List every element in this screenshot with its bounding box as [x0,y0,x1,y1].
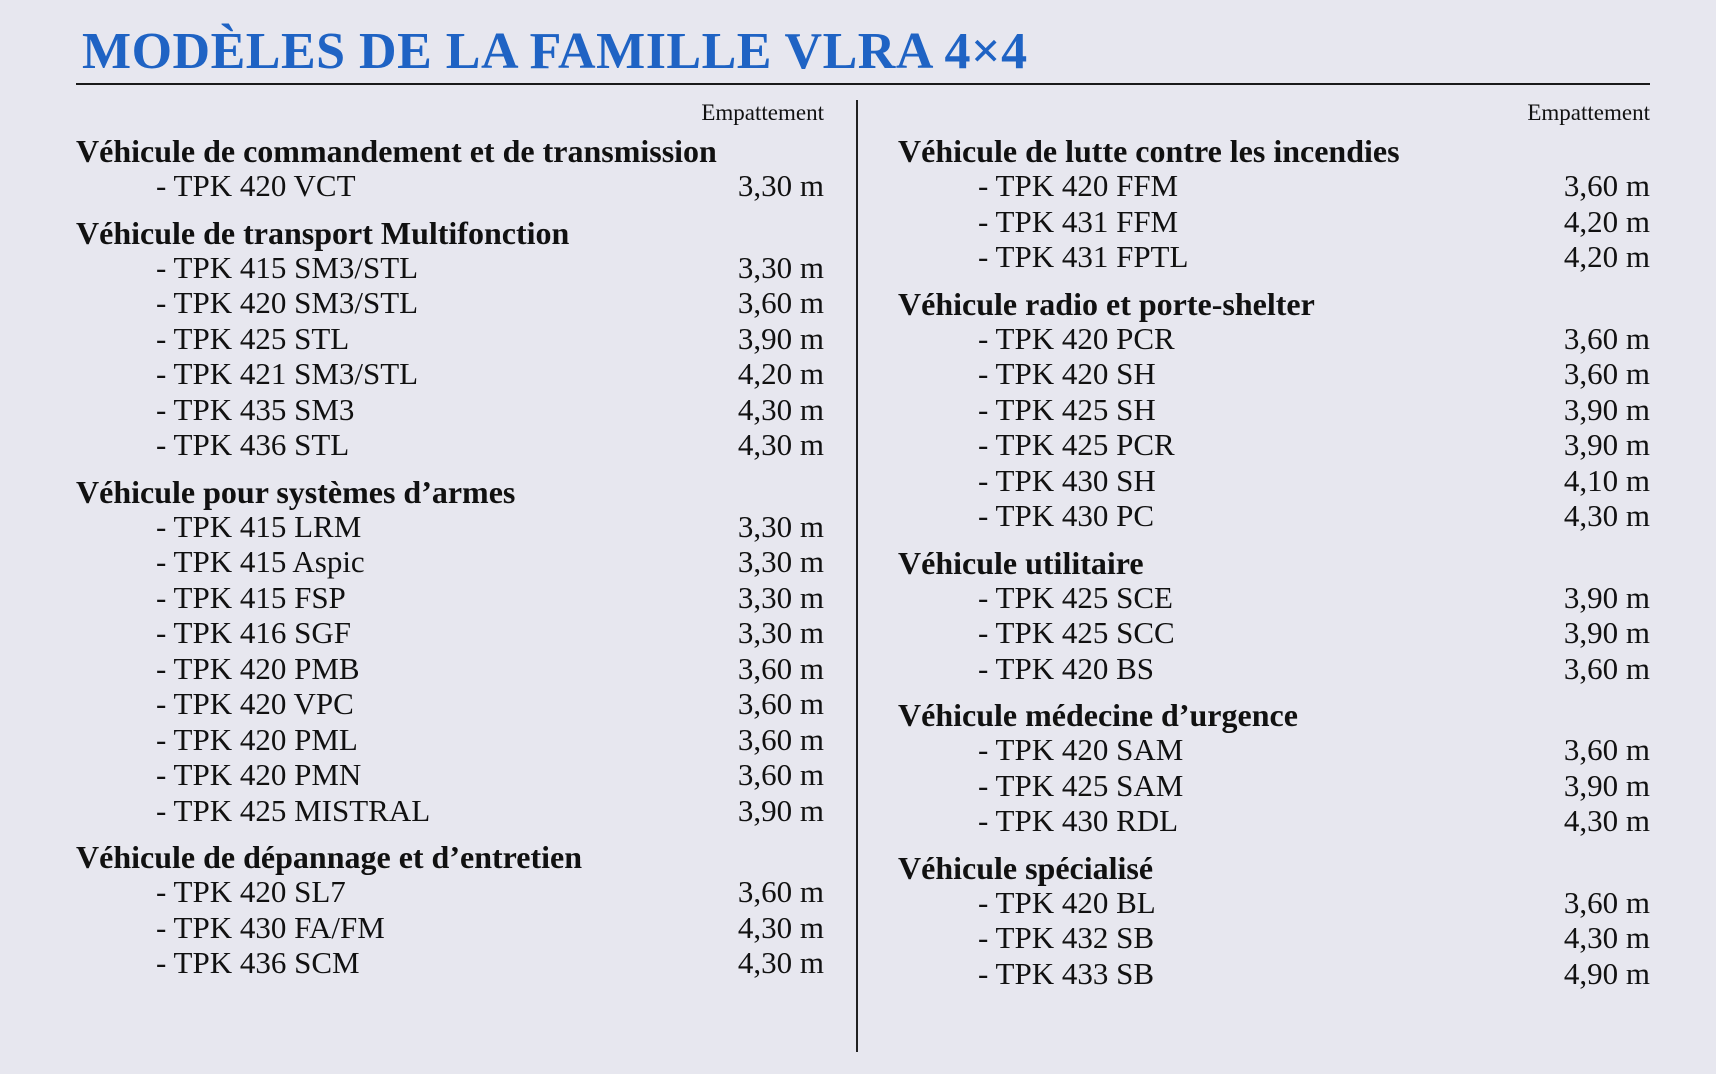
wheelbase-value: 3,60 m [1563,884,1650,920]
wheelbase-value: 4,30 m [1563,920,1650,955]
model-row [76,285,824,321]
model-row [76,544,824,580]
model-name: - TPK 415 LRM [156,508,362,544]
model-name: - TPK 430 RDL [978,803,1179,838]
wheelbase-value: 4,30 m [737,391,824,427]
wheelbase-value: 3,60 m [737,874,824,909]
model-row [898,768,1650,804]
wheelbase-value: 3,90 m [1563,579,1650,615]
wheelbase-value: 3,90 m [1563,391,1650,427]
wheelbase-value: 3,30 m [737,508,824,544]
model-row [898,498,1650,534]
wheelbase-value: 4,20 m [1563,239,1650,274]
model-name: - TPK 420 SM3/STL [156,285,419,320]
model-row [898,427,1650,463]
model-row [76,757,824,793]
model-row [898,651,1650,687]
model-row [76,722,824,758]
right-column [898,96,1650,1003]
model-name: - TPK 431 FPTL [978,239,1189,274]
model-name: - TPK 430 FA/FM [156,909,385,945]
wheelbase-value: 3,90 m [737,320,824,356]
model-row [898,803,1650,839]
model-row [76,392,824,428]
model-row [76,321,824,357]
vehicle-category [898,851,1650,992]
model-row [898,356,1650,392]
wheelbase-value: 4,10 m [1563,462,1650,498]
model-name: - TPK 431 FFM [978,203,1179,239]
wheelbase-value: 3,60 m [1563,168,1650,203]
model-row [76,427,824,463]
wheelbase-value: 3,60 m [737,686,824,721]
model-row [76,686,824,722]
model-row [76,356,824,392]
page-title: MODÈLES DE LA FAMILLE VLRA 4×4 [82,23,1028,80]
model-name: - TPK 425 PCR [978,427,1175,462]
model-row [898,239,1650,275]
model-row [898,885,1650,921]
wheelbase-value: 3,60 m [737,757,824,792]
wheelbase-value: 3,60 m [1563,732,1650,767]
wheelbase-value: 3,90 m [1563,427,1650,462]
category-title: Véhicule médecine d’urgence [898,697,1298,733]
wheelbase-value: 3,90 m [1563,767,1650,803]
model-row [76,910,824,946]
model-name: - TPK 425 SCC [978,615,1175,650]
model-row [76,793,824,829]
category-title: Véhicule pour systèmes d’armes [76,473,516,510]
vehicle-category [76,216,824,463]
model-name: - TPK 420 SH [978,356,1156,391]
model-name: - TPK 420 PMN [156,757,362,792]
left-column [76,96,824,993]
wheelbase-value: 4,90 m [1563,955,1650,991]
model-row [898,920,1650,956]
category-title: Véhicule utilitaire [898,544,1144,581]
model-row [898,463,1650,499]
wheelbase-value: 4,30 m [1563,803,1650,838]
wheelbase-value: 3,30 m [737,168,824,203]
model-row [898,956,1650,992]
model-name: - TPK 425 STL [156,320,350,356]
wheelbase-value: 3,60 m [1563,320,1650,356]
model-name: - TPK 432 SB [978,920,1154,955]
model-name: - TPK 415 Aspic [156,544,365,579]
category-title: Véhicule de commandement et de transmission [76,133,717,169]
model-row [898,168,1650,204]
model-row [76,651,824,687]
vehicle-category [898,287,1650,534]
title-rule [76,83,1650,85]
vehicle-category [76,134,824,204]
wheelbase-value: 3,30 m [737,579,824,615]
wheelbase-value: 4,30 m [737,909,824,945]
vehicle-category [898,134,1650,275]
model-row [76,168,824,204]
model-row [76,250,824,286]
vehicle-category [76,840,824,981]
vehicle-category [898,698,1650,839]
model-row [76,874,824,910]
wheelbase-value: 3,90 m [1563,615,1650,650]
wheelbase-value: 3,30 m [737,544,824,579]
category-title: Véhicule spécialisé [898,849,1154,886]
model-name: - TPK 425 MISTRAL [156,792,431,828]
model-name: - TPK 435 SM3 [156,391,355,427]
model-row [898,321,1650,357]
model-row [898,580,1650,616]
wheelbase-value: 3,60 m [737,650,824,686]
model-row [898,204,1650,240]
wheelbase-header: Empattement [701,100,824,125]
wheelbase-value: 3,90 m [737,792,824,828]
model-name: - TPK 420 SL7 [156,874,346,909]
model-name: - TPK 425 SH [978,391,1156,427]
model-name: - TPK 436 STL [156,427,350,462]
model-row [898,615,1650,651]
model-name: - TPK 420 BS [978,650,1154,686]
model-name: - TPK 420 VCT [156,168,356,203]
model-name: - TPK 433 SB [978,955,1154,991]
wheelbase-value: 4,30 m [737,427,824,462]
wheelbase-value: 3,60 m [1563,356,1650,391]
wheelbase-value: 4,20 m [737,356,824,391]
model-name: - TPK 415 FSP [156,579,346,615]
wheelbase-value: 3,60 m [737,721,824,757]
model-name: - TPK 421 SM3/STL [156,356,419,391]
model-name: - TPK 420 VPC [156,686,354,721]
model-name: - TPK 420 FFM [978,168,1179,203]
wheelbase-value: 4,30 m [1563,498,1650,533]
model-row [76,580,824,616]
vehicle-category [898,546,1650,687]
model-row [76,509,824,545]
vehicle-category [76,475,824,829]
model-row [898,392,1650,428]
wheelbase-value: 3,60 m [1563,650,1650,686]
category-title: Véhicule radio et porte-shelter [898,285,1315,322]
category-title: Véhicule de transport Multifonction [76,214,570,251]
wheelbase-header: Empattement [1527,100,1650,125]
model-name: - TPK 420 BL [978,884,1156,920]
model-name: - TPK 420 PCR [978,320,1175,356]
wheelbase-value: 4,20 m [1563,203,1650,239]
wheelbase-value: 3,60 m [737,285,824,320]
model-name: - TPK 425 SAM [978,767,1184,803]
model-name: - TPK 436 SCM [156,945,360,980]
model-name: - TPK 420 PML [156,721,358,757]
model-name: - TPK 415 SM3/STL [156,249,419,285]
wheelbase-value: 3,30 m [737,615,824,650]
model-name: - TPK 420 PMB [156,650,360,686]
category-title: Véhicule de lutte contre les incendies [898,133,1400,169]
model-row [76,945,824,981]
model-name: - TPK 420 SAM [978,732,1184,767]
model-row [76,615,824,651]
model-name: - TPK 430 SH [978,462,1156,498]
model-row [898,732,1650,768]
column-divider [856,100,858,1052]
wheelbase-value: 3,30 m [737,249,824,285]
category-title: Véhicule de dépannage et d’entretien [76,839,583,875]
model-name: - TPK 430 PC [978,498,1154,533]
wheelbase-value: 4,30 m [737,945,824,980]
model-name: - TPK 425 SCE [978,579,1173,615]
model-name: - TPK 416 SGF [156,615,351,650]
